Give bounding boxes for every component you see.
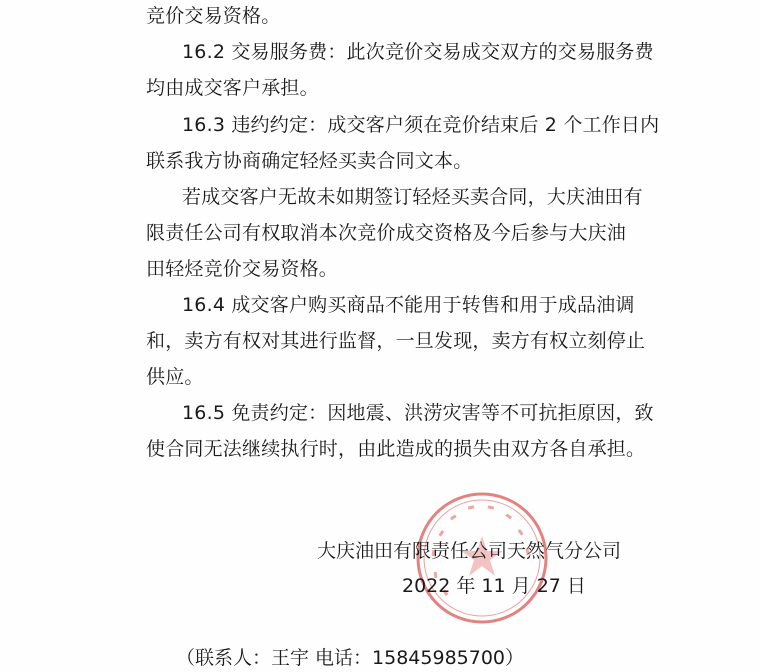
paragraph-line: 联系我方协商确定轻烃买卖合同文本。 — [146, 150, 473, 172]
paragraph-line: 限责任公司有权取消本次竞价成交资格及今后参与大庆油 — [146, 222, 627, 244]
paragraph-line: 16.2 交易服务费：此次竞价交易成交双方的交易服务费 — [182, 41, 654, 63]
paragraph-line: 若成交客户无故未如期签订轻烃买卖合同，大庆油田有 — [182, 186, 643, 208]
paragraph-line: 供应。 — [146, 366, 204, 388]
signature-company: 大庆油田有限责任公司天然气分公司 — [317, 540, 622, 562]
paragraph-line: 竞价交易资格。 — [146, 5, 281, 27]
signature-date: 2022 年 11 月 27 日 — [402, 575, 586, 597]
paragraph-line: 和，卖方有权对其进行监督，一旦发现，卖方有权立刻停止 — [146, 330, 646, 352]
paragraph-line: 田轻烃竞价交易资格。 — [146, 258, 339, 280]
paragraph-line: 16.3 违约约定：成交客户须在竞价结束后 2 个工作日内 — [182, 114, 660, 136]
contact-info: （联系人：王宇 电话：15845985700） — [176, 647, 525, 669]
paragraph-line: 均由成交客户承担。 — [146, 77, 319, 99]
paragraph-line: 16.5 免责约定：因地震、洪涝灾害等不可抗拒原因，致 — [182, 402, 654, 424]
paragraph-line: 使合同无法继续执行时，由此造成的损失由双方各自承担。 — [146, 438, 646, 460]
paragraph-line: 16.4 成交客户购买商品不能用于转售和用于成品油调 — [182, 294, 635, 316]
